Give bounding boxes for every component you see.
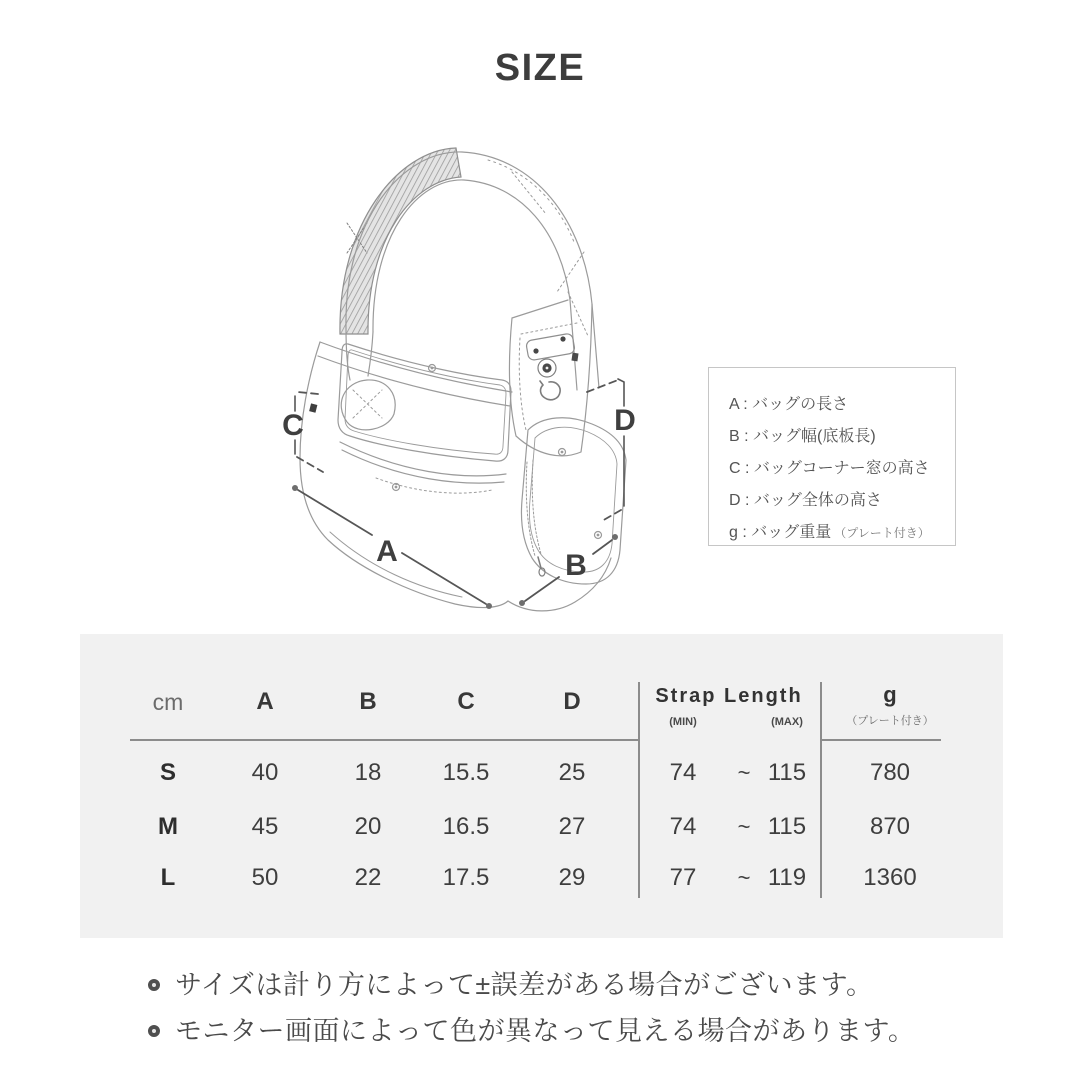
- row-l-d: 29: [558, 864, 586, 891]
- weight-note: （プレート付き）: [846, 715, 934, 727]
- legend-item-a: A : バッグの長さ: [729, 396, 849, 413]
- row-s-c: 15.5: [442, 759, 490, 786]
- legend-item-g: g : バッグ重量 （プレート付き）: [729, 524, 930, 541]
- diagram-label-b: B: [565, 549, 587, 582]
- row-l-size: L: [160, 864, 176, 891]
- column-header-strap-length: Strap Length: [655, 685, 803, 707]
- row-m-b: 20: [354, 813, 382, 840]
- legend-item-c: C : バッグコーナー窓の高さ: [729, 460, 930, 477]
- diagram-label-d: D: [614, 404, 636, 437]
- header-divider-left: [130, 739, 638, 741]
- page-title: SIZE: [494, 47, 586, 89]
- row-l-b: 22: [354, 864, 382, 891]
- footnote-monitor-color: [148, 1014, 915, 1048]
- row-s-weight: 780: [869, 759, 911, 786]
- row-m-weight: 870: [869, 813, 911, 840]
- row-s-size: S: [159, 759, 176, 786]
- strap-min-label: (MIN): [669, 716, 697, 728]
- row-m-d: 27: [558, 813, 586, 840]
- strap-outer-edge: [346, 152, 599, 388]
- diagram-label-c: C: [282, 409, 304, 442]
- column-header-a: A: [256, 688, 274, 715]
- row-s-tilde: ~: [737, 760, 751, 785]
- size-table-panel: [80, 634, 1003, 938]
- bullet-icon: [148, 979, 160, 991]
- row-s-strap-max: 115: [767, 759, 807, 786]
- row-l-tilde: ~: [737, 865, 751, 890]
- strap-column: [509, 300, 592, 456]
- row-m-size: M: [158, 813, 178, 840]
- bullet-icon: [148, 1025, 160, 1037]
- header-divider-right: [820, 739, 941, 741]
- column-header-weight: g: [883, 682, 897, 707]
- bag-diagram: [250, 120, 690, 640]
- bag-line-art: [300, 148, 626, 611]
- row-l-a: 50: [251, 864, 279, 891]
- dimension-line-d: [587, 379, 624, 521]
- legend-box: [708, 367, 956, 546]
- rivets: [393, 365, 602, 539]
- dimension-lines: [282, 379, 636, 609]
- diagram-label-a: A: [376, 535, 398, 568]
- row-s-a: 40: [251, 759, 279, 786]
- row-s-strap-min: 74: [669, 759, 697, 786]
- row-l-strap-min: 77: [669, 864, 697, 891]
- column-header-b: B: [359, 688, 377, 715]
- row-l-strap-max: 119: [767, 864, 807, 891]
- legend-item-b: B : バッグ幅(底板長): [729, 428, 876, 445]
- legend-item-d: D : バッグ全体の高さ: [729, 492, 882, 509]
- column-header-c: C: [457, 688, 475, 715]
- column-header-d: D: [563, 688, 581, 715]
- row-s-b: 18: [354, 759, 382, 786]
- unit-label: cm: [152, 689, 184, 715]
- row-l-c: 17.5: [442, 864, 490, 891]
- row-m-strap-max: 115: [767, 813, 807, 840]
- name-plate: [526, 333, 576, 361]
- footnote-text: サイズは計り方によって±誤差がある場合がございます。: [175, 970, 874, 1000]
- d-ring-hook: [540, 381, 560, 400]
- corner-window: [338, 344, 511, 461]
- row-m-a: 45: [251, 813, 279, 840]
- footnote-text: モニター画面によって色が異なって見える場合があります。: [175, 1016, 916, 1046]
- row-m-strap-min: 74: [669, 813, 697, 840]
- row-m-c: 16.5: [442, 813, 490, 840]
- row-m-tilde: ~: [737, 814, 751, 839]
- strap-max-label: (MAX): [771, 716, 803, 728]
- footnote-size-tolerance: [148, 968, 874, 1002]
- row-l-weight: 1360: [863, 864, 917, 891]
- row-s-d: 25: [558, 759, 586, 786]
